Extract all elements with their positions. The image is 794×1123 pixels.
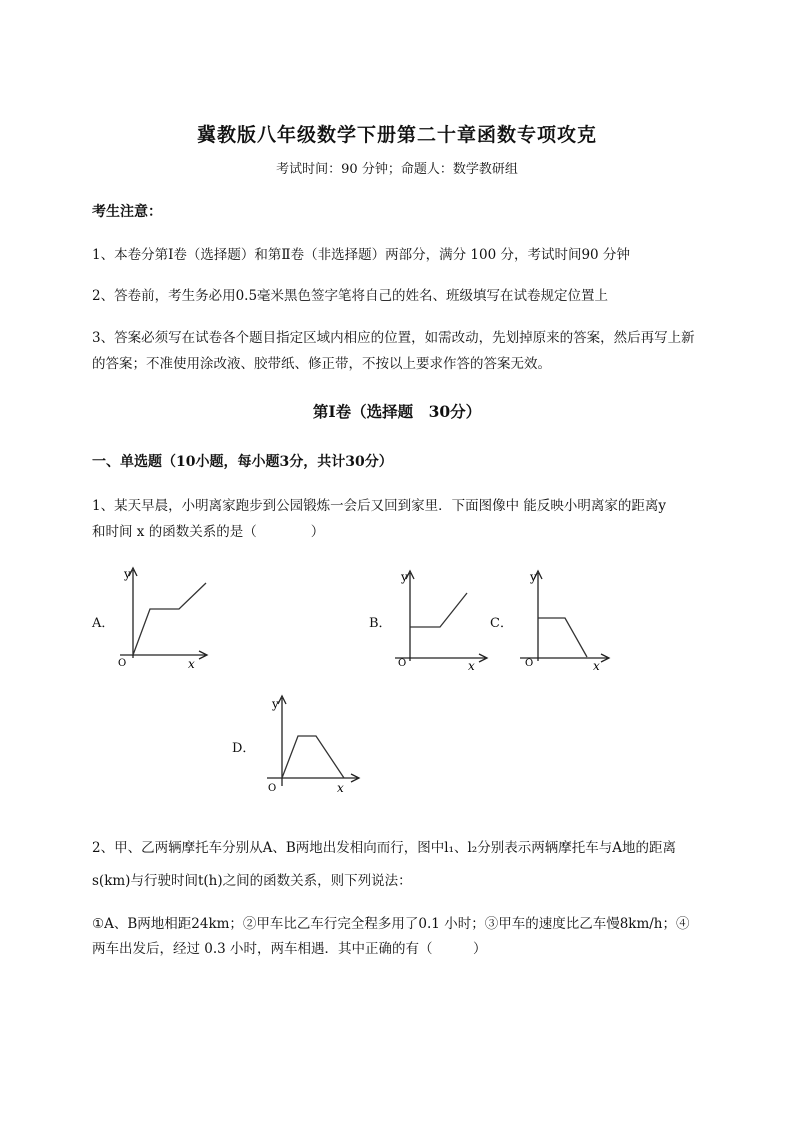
origin-label: O <box>268 783 277 794</box>
y-label: y <box>530 570 537 584</box>
origin-label: O <box>525 658 534 669</box>
notice-heading: 考生注意： <box>92 204 162 220</box>
x-label: x <box>468 659 475 673</box>
y-label: y <box>401 570 408 584</box>
exam-info: 考试时间：90 分钟；命题人：数学教研组 <box>276 162 518 177</box>
q1-text-line2: 和时间 x 的函数关系的是（ ） <box>92 524 325 540</box>
q2-text-line2: s(km)与行驶时间t(h)之间的函数关系，则下列说法： <box>92 873 412 889</box>
q2-text-line3: ①A、B两地相距24km；②甲车比乙车行完全程多用了0.1 小时；③甲车的速度比乙车慢8km/h；④ <box>92 916 690 932</box>
x-label: x <box>593 659 600 673</box>
y-label: y <box>124 567 131 581</box>
q2-text-line4: 两车出发后，经过 0.3 小时，两车相遇．其中正确的有（ ） <box>92 941 487 957</box>
origin-label: O <box>118 658 127 669</box>
section-subheading: 一、单选题（10小题，每小题3分，共计30分） <box>92 454 393 470</box>
function-curve <box>538 618 587 657</box>
section-title: 第Ⅰ卷（选择题 30分） <box>312 402 482 421</box>
graph-option-c <box>515 565 615 675</box>
option-a-label: A． <box>92 616 115 631</box>
y-label: y <box>272 697 279 711</box>
q1-text-line1: 1、某天早晨，小明离家跑步到公园锻炼一会后又回到家里．下面图像中 能反映小明离家的距离y <box>92 498 667 514</box>
origin-label: O <box>398 658 407 669</box>
page-title: 冀教版八年级数学下册第二十章函数专项攻克 <box>196 124 597 146</box>
notice-item-1: 1、本卷分第Ⅰ卷（选择题）和第Ⅱ卷（非选择题）两部分，满分 100 分，考试时间90 分钟 <box>92 247 630 263</box>
notice-item-3: 3、答案必须写在试卷各个题目指定区域内相应的位置，如需改动，先划掉原来的答案，然后再写上新 <box>92 330 695 346</box>
x-label: x <box>188 657 195 671</box>
function-curve <box>410 593 467 627</box>
option-c-label: C． <box>490 616 513 631</box>
graph-option-a <box>110 562 220 672</box>
q2-text-line1: 2、甲、乙两辆摩托车分别从A、B两地出发相向而行，图中l₁、l₂分别表示两辆摩托车与A地的距离 <box>92 840 676 856</box>
notice-item-2: 2、答卷前，考生务必用0.5毫米黑色签字笔将自己的姓名、班级填写在试卷规定位置上 <box>92 288 609 304</box>
option-d-label: D． <box>232 741 256 756</box>
option-b-label: B． <box>369 616 392 631</box>
notice-item-3-cont: 的答案；不准使用涂改液、胶带纸、修正带，不按以上要求作答的答案无效。 <box>92 356 551 372</box>
function-curve <box>133 583 206 655</box>
graph-option-d <box>262 690 362 800</box>
x-label: x <box>337 781 344 795</box>
function-curve <box>282 736 344 778</box>
graph-option-b <box>390 565 495 675</box>
